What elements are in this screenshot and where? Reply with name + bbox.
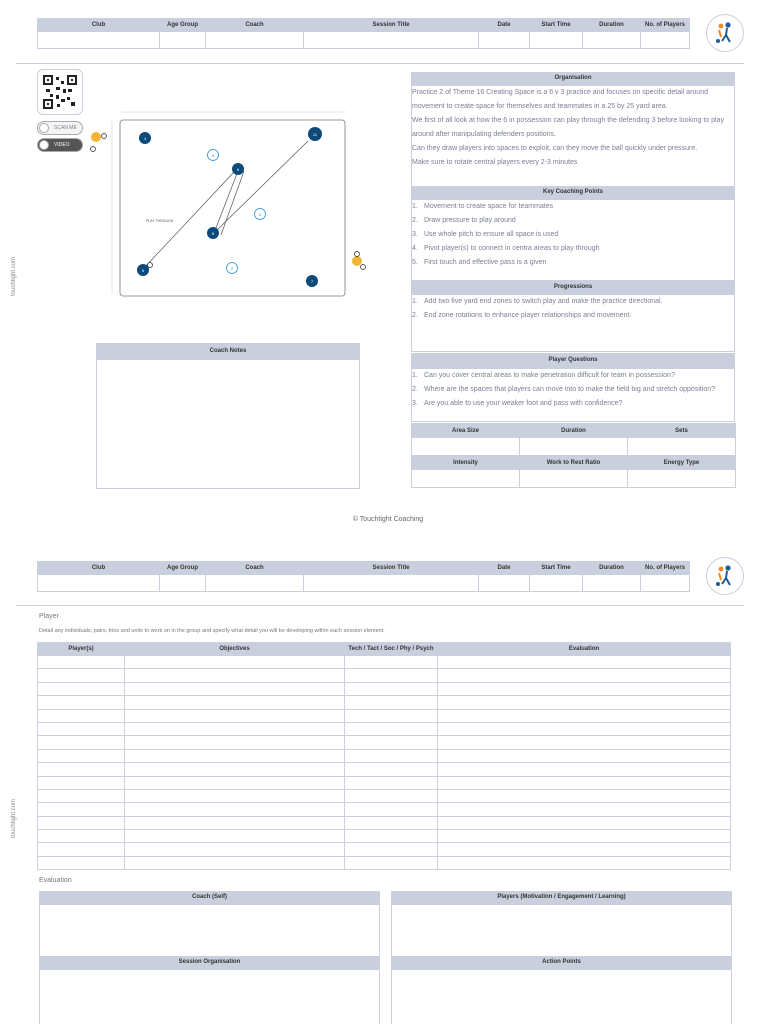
table-cell[interactable] [125,709,345,722]
players-eval-box[interactable] [391,904,732,958]
table-row [38,696,731,709]
coaching-point: 1. Movement to create space for teammates [412,203,554,210]
table-cell[interactable] [345,803,438,816]
ball-icon [355,252,360,257]
table-cell[interactable] [438,656,731,669]
table-cell[interactable] [125,722,345,735]
coaching-point: 4. Pivot player(s) to connect in centra areas to play through [412,245,600,252]
area-size-label: Area Size [412,424,520,438]
scan-me-label: SCAN ME [54,125,77,131]
table-cell[interactable] [438,843,731,856]
table-row [38,722,731,735]
date-field[interactable] [479,575,530,592]
player-number: 11 [312,132,318,137]
player-number: 6 [236,167,240,172]
organisation-text: Practice 2 of Theme 16 Creating Space is a 6 v 3 practice and focuses on specific detail around movement to create space for themselves and teammates in a 25 by 25 yard area. [412,89,708,110]
scan-me-toggle[interactable] [37,121,83,135]
player-logo-icon [707,15,743,51]
table-cell[interactable] [345,656,438,669]
header-coach: Coach [206,19,304,32]
table-cell[interactable] [345,816,438,829]
coach-notes-box[interactable] [96,359,360,489]
club-field[interactable] [38,32,160,49]
table-cell[interactable] [38,696,125,709]
session-org-box[interactable] [39,969,380,1024]
table-cell[interactable] [345,789,438,802]
coaching-points-box [411,199,735,281]
table-row [38,789,731,802]
table-row [38,830,731,843]
header-age-group: Age Group [160,562,206,575]
table-cell[interactable] [345,749,438,762]
qr-code-icon [43,75,77,109]
table-cell[interactable] [38,656,125,669]
defender-number: 4 [258,212,262,217]
age-group-field[interactable] [160,32,206,49]
table-row [38,816,731,829]
table-cell[interactable] [38,763,125,776]
coach-self-box[interactable] [39,904,380,958]
table-cell[interactable] [345,709,438,722]
table-cell[interactable] [438,749,731,762]
category-column: Tech / Tact / Soc / Phy / Psych [345,643,438,656]
progressions-heading: Progressions [411,281,735,294]
player-number: 8 [211,231,215,236]
table-cell[interactable] [38,856,125,869]
table-cell[interactable] [38,736,125,749]
header-coach: Coach [206,562,304,575]
organisation-text: Make sure to rotate central players every 2-3 minutes [412,159,578,166]
sets-label: Sets [628,424,736,438]
table-cell[interactable] [345,843,438,856]
session-org-heading: Session Organisation [39,956,380,969]
table-cell[interactable] [438,789,731,802]
table-cell[interactable] [345,830,438,843]
table-row [38,656,731,669]
practice-diagram [86,108,376,300]
header-duration: Duration [583,562,641,575]
evaluation-heading: Evaluation [39,877,72,884]
organisation-text: We first of all look at how the 6 in possession can play through the defending 3 before looking to play around after manipulating defenders positions. [412,117,724,138]
video-label: VIDEO [54,142,70,148]
ball-icon [361,265,366,270]
questions-heading: Player Questions [411,353,735,368]
work-rest-field[interactable] [520,470,628,488]
table-cell[interactable] [438,803,731,816]
side-url: touchtight.com [11,256,17,296]
table-cell[interactable] [125,816,345,829]
player-number: 7 [310,279,314,284]
energy-type-label: Energy Type [628,456,736,470]
table-cell[interactable] [38,776,125,789]
header-start-time: Start Time [530,19,583,32]
table-cell[interactable] [125,656,345,669]
club-field[interactable] [38,575,160,592]
start-time-field[interactable] [530,32,583,49]
header-duration: Duration [583,19,641,32]
header-players: No. of Players [641,19,690,32]
table-cell[interactable] [438,722,731,735]
players-field[interactable] [641,575,690,592]
table-row [38,682,731,695]
table-cell[interactable] [438,682,731,695]
table-cell[interactable] [125,696,345,709]
table-cell[interactable] [125,843,345,856]
start-time-field[interactable] [530,575,583,592]
table-row [38,763,731,776]
table-cell[interactable] [125,736,345,749]
table-cell[interactable] [38,789,125,802]
coaching-point: 2. Draw pressure to play around [412,217,516,224]
header-session-title: Session Title [304,19,479,32]
session-header-table-2 [37,561,690,592]
session-header-table [37,18,690,49]
organisation-text: Can they draw players into spaces to exploit, can they move the ball quickly under pressure. [412,145,698,152]
question-item: 2. Where are the spaces that players can move into to make the field big and stretch opposition? [412,386,716,393]
sets-field[interactable] [628,438,736,456]
duration-label: Duration [520,424,628,438]
table-row [38,749,731,762]
qr-code[interactable] [37,69,83,115]
table-row [38,776,731,789]
table-cell[interactable] [38,830,125,843]
coach-field[interactable] [206,575,304,592]
objectives-column: Objectives [125,643,345,656]
table-cell[interactable] [438,709,731,722]
table-cell[interactable] [125,856,345,869]
work-rest-label: Work to Rest Ratio [520,456,628,470]
header-age-group: Age Group [160,19,206,32]
table-cell[interactable] [438,830,731,843]
header-start-time: Start Time [530,562,583,575]
table-cell[interactable] [345,856,438,869]
player-number: 4 [143,136,147,141]
questions-box [411,368,735,422]
diagram-label: PLAY THROUGH [146,219,174,223]
duration-value-field[interactable] [520,438,628,456]
duration-field[interactable] [583,575,641,592]
table-cell[interactable] [125,830,345,843]
header-session-title: Session Title [304,562,479,575]
coaching-point: 3. Use whole pitch to ensure all space is used [412,231,559,238]
table-cell[interactable] [345,669,438,682]
table-row [38,803,731,816]
player-description: Detail any individuals, pairs, trios and units to work on in the group and specify what detail you will be developing within each session element. [39,628,385,634]
defender-number: 2 [230,266,234,271]
table-cell[interactable] [345,722,438,735]
progression-item: 2. End zone rotations to enhance player relationships and movement. [412,312,632,319]
side-url: touchtight.com [11,798,17,838]
ball-icon [102,134,107,139]
table-cell[interactable] [345,696,438,709]
table-cell[interactable] [38,709,125,722]
table-cell[interactable] [38,722,125,735]
table-cell[interactable] [38,803,125,816]
header-date: Date [479,19,530,32]
action-points-box[interactable] [391,969,732,1024]
defender-number: 5 [211,153,215,158]
table-cell[interactable] [38,843,125,856]
player-heading: Player [39,613,59,620]
players-eval-heading: Players (Motivation / Engagement / Learning) [391,891,732,904]
coach-icon [352,256,362,266]
table-cell[interactable] [125,669,345,682]
player-objectives-table [37,642,731,870]
divider [16,63,744,64]
energy-type-field[interactable] [628,470,736,488]
table-cell[interactable] [438,669,731,682]
table-cell[interactable] [438,696,731,709]
coaching-points-heading: Key Coaching Points [411,186,735,199]
intensity-field[interactable] [412,470,520,488]
player-logo-icon [707,558,743,594]
table-cell[interactable] [125,682,345,695]
table-cell[interactable] [438,856,731,869]
question-item: 1. Can you cover central areas to make penetration difficult for team in possession? [412,372,675,379]
table-cell[interactable] [125,803,345,816]
question-item: 3. Are you able to use your weaker foot and pass with confidence? [412,400,623,407]
table-row [38,856,731,869]
table-cell[interactable] [438,776,731,789]
session-title-field[interactable] [304,575,479,592]
divider [16,605,744,606]
table-cell[interactable] [345,682,438,695]
evaluation-column: Evaluation [438,643,731,656]
header-players: No. of Players [641,562,690,575]
touchtight-logo [706,14,744,52]
table-cell[interactable] [125,789,345,802]
player-number: 5 [141,268,145,273]
table-cell[interactable] [345,776,438,789]
action-points-heading: Action Points [391,956,732,969]
players-column: Player(s) [38,643,125,656]
intensity-label: Intensity [412,456,520,470]
table-row [38,736,731,749]
table-row [38,669,731,682]
stats-table [411,423,736,488]
coach-icon [91,132,101,142]
table-cell[interactable] [438,763,731,776]
table-cell[interactable] [38,749,125,762]
table-cell[interactable] [38,669,125,682]
table-cell[interactable] [38,682,125,695]
players-field[interactable] [641,32,690,49]
header-date: Date [479,562,530,575]
table-cell[interactable] [125,749,345,762]
header-club: Club [38,562,160,575]
header-club: Club [38,19,160,32]
progressions-box [411,294,735,352]
ball-icon [148,263,153,268]
organisation-box [411,85,735,187]
progression-item: 1. Add two five yard end zones to switch play and make the practice directional. [412,298,663,305]
table-cell[interactable] [438,816,731,829]
table-cell[interactable] [438,736,731,749]
table-cell[interactable] [125,763,345,776]
video-toggle[interactable] [37,138,83,152]
coaching-point: 5. First touch and effective pass is a given [412,259,547,266]
area-size-field[interactable] [412,438,520,456]
coach-field[interactable] [206,32,304,49]
touchtight-logo [706,557,744,595]
table-cell[interactable] [345,763,438,776]
session-title-field[interactable] [304,32,479,49]
table-row [38,843,731,856]
coach-self-heading: Coach (Self) [39,891,380,904]
copyright-footer: © Touchtight Coaching [352,516,424,523]
table-cell[interactable] [125,776,345,789]
date-field[interactable] [479,32,530,49]
ball-icon [91,147,96,152]
table-row [38,709,731,722]
age-group-field[interactable] [160,575,206,592]
table-cell[interactable] [38,816,125,829]
coach-notes-heading: Coach Notes [96,343,360,359]
organisation-heading: Organisation [411,72,735,85]
table-cell[interactable] [345,736,438,749]
duration-field[interactable] [583,32,641,49]
